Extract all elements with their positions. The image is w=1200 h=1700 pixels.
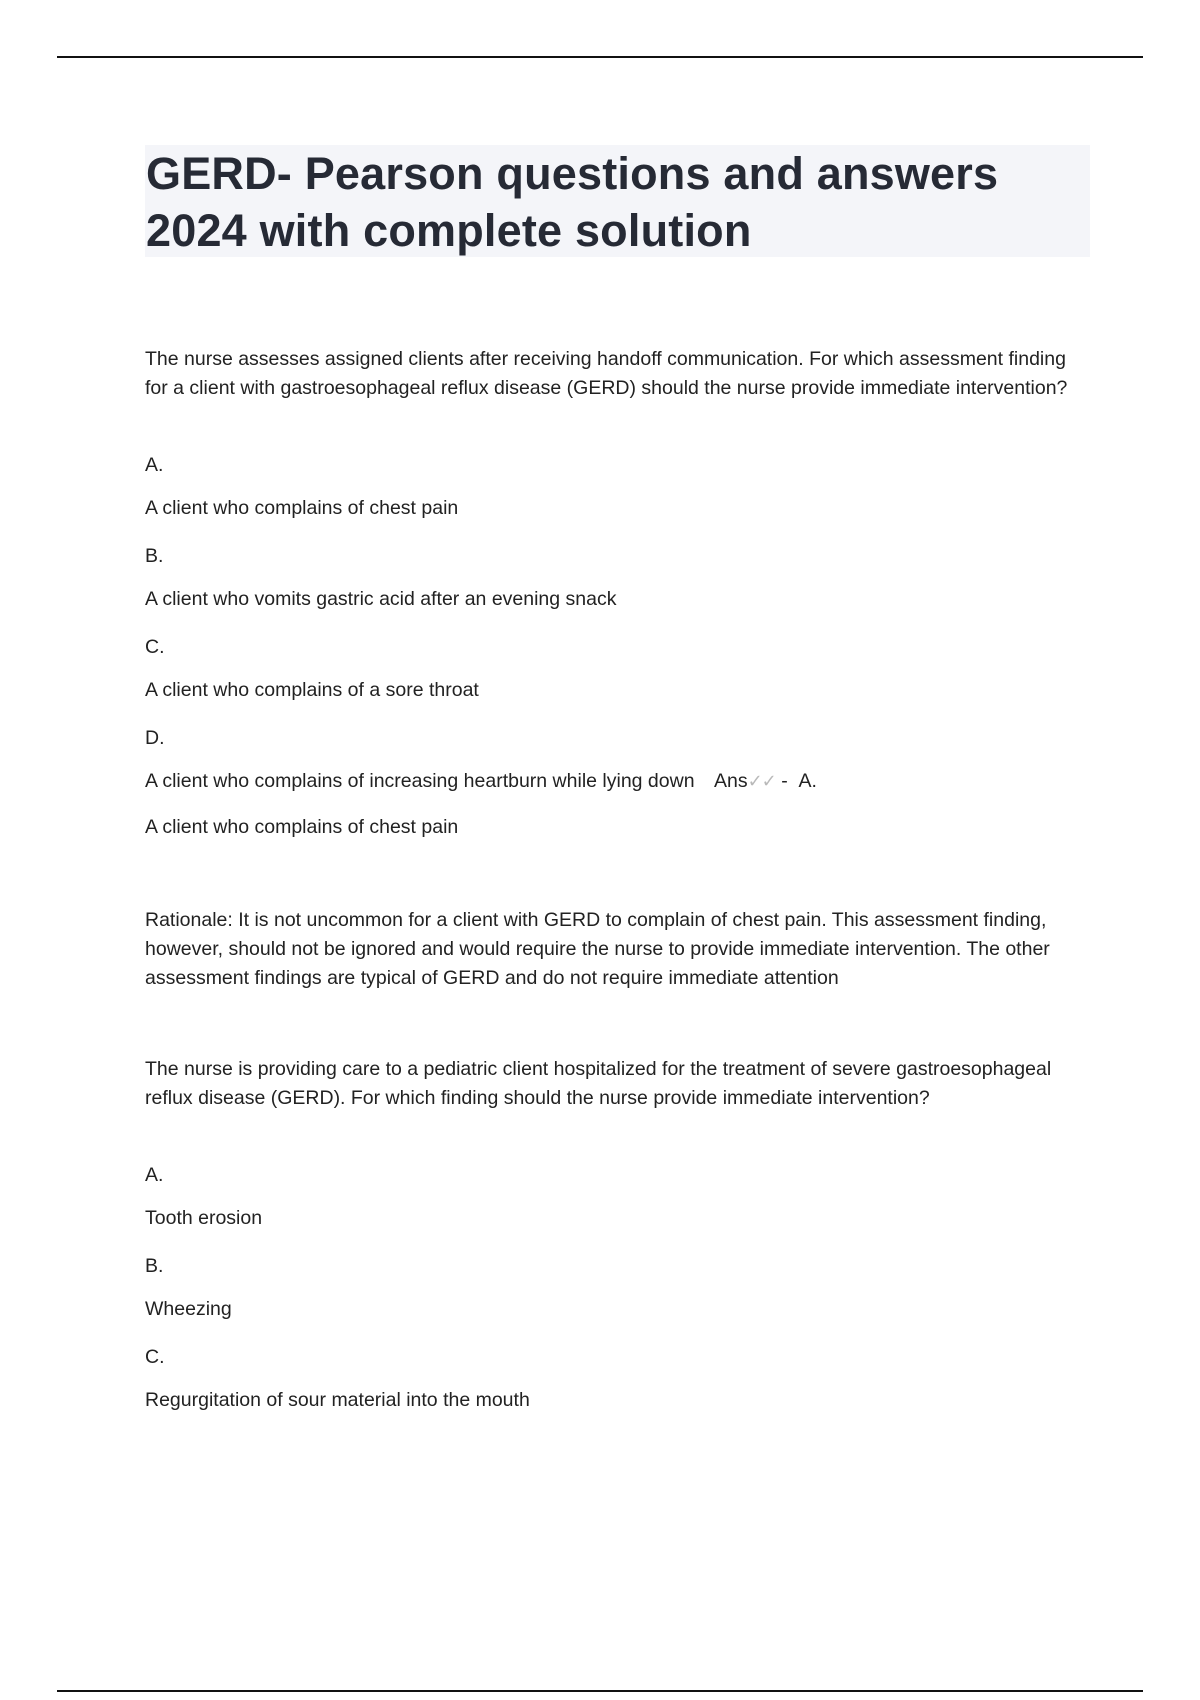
title-block: [145, 145, 1090, 257]
q2-option-a-text: Tooth erosion: [145, 1207, 263, 1229]
q1-option-b-text: A client who vomits gastric acid after an evening snack: [145, 588, 617, 610]
answer-letter: A.: [798, 770, 817, 792]
bottom-rule: [57, 1690, 1143, 1692]
top-rule: [57, 56, 1143, 58]
q2-option-c-letter: C.: [145, 1346, 165, 1368]
answer-dash: -: [781, 770, 788, 792]
q2-option-a-letter: A.: [145, 1164, 164, 1186]
q1-option-d-text: A client who complains of increasing heartburn while lying down: [145, 770, 695, 792]
q1-option-b-letter: B.: [145, 545, 164, 567]
q1-rationale: Rationale: It is not uncommon for a client with GERD to complain of chest pain. This assessment finding, however, should not be ignored and would require the nurse to provide immediate intervention. The other assessment findings are typical of GERD and do not require immediate attention: [145, 909, 1050, 989]
q1-answer-text: A client who complains of chest pain: [145, 816, 459, 838]
q1-option-d-with-answer: [145, 767, 1090, 796]
q1-option-c-letter: C.: [145, 636, 165, 658]
answer-marker: [714, 770, 817, 792]
q2-option-b-letter: B.: [145, 1255, 164, 1277]
checkmark-icon: ✓✓: [747, 771, 776, 791]
q1-option-c-text: A client who complains of a sore throat: [145, 679, 479, 701]
question-2-stem: The nurse is providing care to a pediatric client hospitalized for the treatment of severe gastroesophageal reflux disease (GERD). For which finding should the nurse provide immediate intervention?: [145, 1058, 1052, 1109]
q1-option-d-letter: D.: [145, 727, 165, 749]
q1-option-a-text: A client who complains of chest pain: [145, 497, 459, 519]
question-1-stem: The nurse assesses assigned clients after receiving handoff communication. For which assessment finding for a client with gastroesophageal reflux disease (GERD) should the nurse provide immediate intervention?: [145, 348, 1068, 399]
q1-option-a-letter: A.: [145, 454, 164, 476]
q2-option-c-text: Regurgitation of sour material into the mouth: [145, 1389, 530, 1411]
q2-option-b-text: Wheezing: [145, 1298, 232, 1320]
answer-prefix: Ans: [713, 770, 748, 792]
document-title: GERD- Pearson questions and answers 2024 with complete solution: [146, 148, 999, 256]
